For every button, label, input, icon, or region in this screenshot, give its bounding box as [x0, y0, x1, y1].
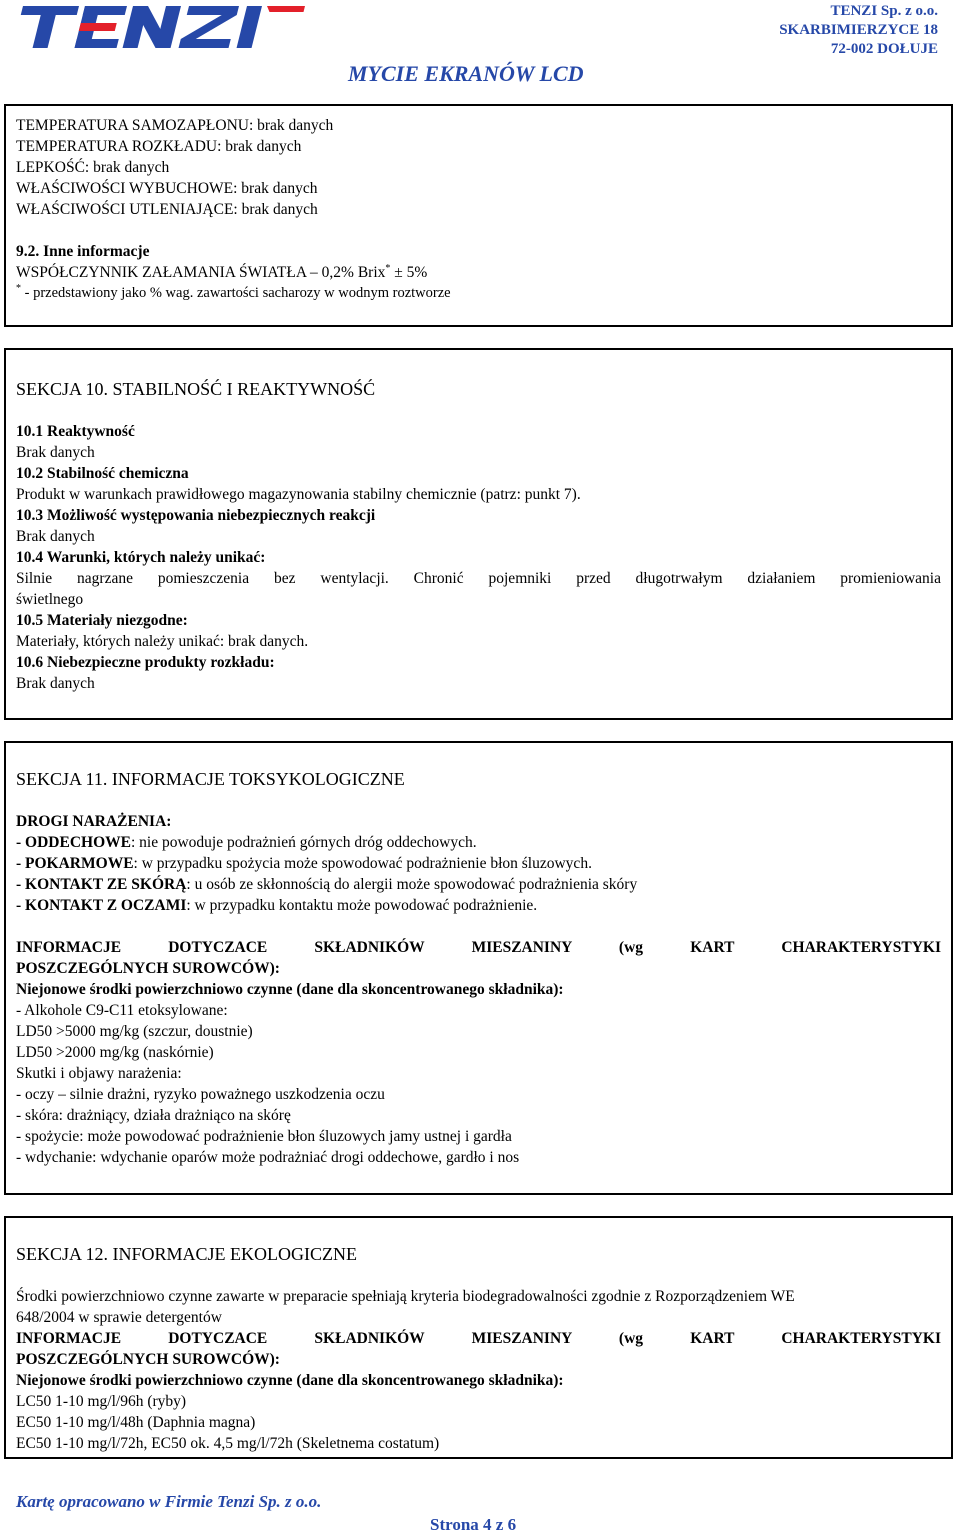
refraction-line: WSPÓŁCZYNNIK ZAŁAMANIA ŚWIATŁA – 0,2% Brix* ± 5%	[16, 262, 428, 281]
text-line: POSZCZEGÓLNYCH SUROWCÓW):	[16, 960, 280, 977]
text-line: Brak danych	[16, 675, 95, 692]
text-line: - Alkohole C9-C11 etoksylowane:	[16, 1002, 228, 1019]
subsection-heading: DROGI NARAŻENIA:	[16, 813, 172, 830]
route-line: - ODDECHOWE: nie powoduje podrażnień górnych dróg oddechowych.	[16, 834, 477, 851]
section-11	[4, 741, 953, 1195]
text-line: Skutki i objawy narażenia:	[16, 1065, 182, 1082]
route-line: - KONTAKT ZE SKÓRĄ: u osób ze skłonnością do alergii może spowodować podrażnienia skóry	[16, 876, 638, 893]
text-line: Materiały, których należy unikać: brak danych.	[16, 633, 309, 650]
text-line: - wdychanie: wdychanie oparów może podrażniać drogi oddechowe, gardło i nos	[16, 1149, 520, 1166]
subsection-heading: 10.6 Niebezpieczne produkty rozkładu:	[16, 654, 275, 671]
section-title: SEKCJA 10. STABILNOŚĆ I REAKTYWNOŚĆ	[16, 379, 376, 399]
text-line: Produkt w warunkach prawidłowego magazynowania stabilny chemicznie (patrz: punkt 7).	[16, 486, 581, 503]
section-10	[4, 348, 953, 720]
text-line: INFORMACJE DOTYCZACE SKŁADNIKÓW MIESZANINY (wg KART CHARAKTERYSTYKI	[16, 939, 941, 956]
text-line: WŁAŚCIWOŚCI UTLENIAJĄCE: brak danych	[16, 201, 318, 218]
text-line: WŁAŚCIWOŚCI WYBUCHOWE: brak danych	[16, 180, 318, 197]
section-9-continued	[4, 104, 953, 327]
section-12	[4, 1216, 953, 1459]
text-line: Brak danych	[16, 528, 95, 545]
subsection-heading: 10.4 Warunki, których należy unikać:	[16, 549, 266, 566]
text-line: INFORMACJE DOTYCZACE SKŁADNIKÓW MIESZANINY (wg KART CHARAKTERYSTYKI	[16, 1330, 941, 1347]
section-title: SEKCJA 11. INFORMACJE TOKSYKOLOGICZNE	[16, 769, 405, 789]
section-title: SEKCJA 12. INFORMACJE EKOLOGICZNE	[16, 1244, 358, 1264]
subsection-heading: 10.5 Materiały niezgodne:	[16, 612, 188, 629]
text-line: EC50 1-10 mg/l/72h, EC50 ok. 4,5 mg/l/72h (Skeletnema costatum)	[16, 1435, 440, 1452]
text-line: LEPKOŚĆ: brak danych	[16, 159, 170, 176]
company-city: 72-002 DOŁUJE	[830, 41, 938, 57]
route-line: - KONTAKT Z OCZAMI: w przypadku kontaktu może powodować podrażnienie.	[16, 897, 538, 914]
footer-prepared-by: Kartę opracowano w Firmie Tenzi Sp. z o.o.	[16, 1492, 322, 1511]
text-line: 648/2004 w sprawie detergentów	[16, 1309, 222, 1326]
company-address	[779, 2, 938, 59]
text-line: Niejonowe środki powierzchniowo czynne (dane dla skoncentrowanego składnika):	[16, 1372, 564, 1389]
text-line: EC50 1-10 mg/l/48h (Daphnia magna)	[16, 1414, 256, 1431]
subsection-heading: 10.3 Możliwość występowania niebezpiecznych reakcji	[16, 507, 376, 524]
document-title: MYCIE EKRANÓW LCD	[348, 61, 584, 86]
page-number: Strona 4 z 6	[430, 1515, 517, 1534]
footnote: * - przedstawiony jako % wag. zawartości sacharozy w wodnym roztworze	[16, 283, 451, 301]
tenzi-logo	[6, 2, 306, 50]
text-line: Środki powierzchniowo czynne zawarte w preparacie spełniają kryteria biodegradowalności zgodnie z Rozporządzeniem WE	[16, 1288, 795, 1305]
text-line: POSZCZEGÓLNYCH SUROWCÓW):	[16, 1351, 280, 1368]
subsection-heading: 10.1 Reaktywność	[16, 423, 135, 440]
text-line: - skóra: drażniący, działa drażniąco na skórę	[16, 1107, 291, 1124]
text-line: Niejonowe środki powierzchniowo czynne (dane dla skoncentrowanego składnika):	[16, 981, 564, 998]
subsection-heading: 10.2 Stabilność chemiczna	[16, 465, 189, 482]
text-line: - oczy – silnie drażni, ryzyko poważnego uszkodzenia oczu	[16, 1086, 385, 1103]
company-name: TENZI Sp. z o.o.	[830, 3, 938, 19]
text-line: LD50 >2000 mg/kg (naskórnie)	[16, 1044, 214, 1061]
text-line: TEMPERATURA ROZKŁADU: brak danych	[16, 138, 302, 155]
text-line: świetlnego	[16, 591, 84, 608]
subsection-heading: 9.2. Inne informacje	[16, 243, 150, 260]
text-line: Brak danych	[16, 444, 95, 461]
route-line: - POKARMOWE: w przypadku spożycia może spowodować podrażnienie błon śluzowych.	[16, 855, 592, 872]
text-line: LD50 >5000 mg/kg (szczur, doustnie)	[16, 1023, 253, 1040]
text-line: TEMPERATURA SAMOZAPŁONU: brak danych	[16, 117, 334, 134]
text-line: - spożycie: może powodować podrażnienie błon śluzowych jamy ustnej i gardła	[16, 1128, 512, 1145]
company-street: SKARBIMIERZYCE 18	[779, 22, 938, 38]
text-line: LC50 1-10 mg/l/96h (ryby)	[16, 1393, 187, 1410]
text-line: Silnie nagrzane pomieszczenia bez wentylacji. Chronić pojemniki przed długotrwałym działaniem promieniowania	[16, 570, 941, 587]
